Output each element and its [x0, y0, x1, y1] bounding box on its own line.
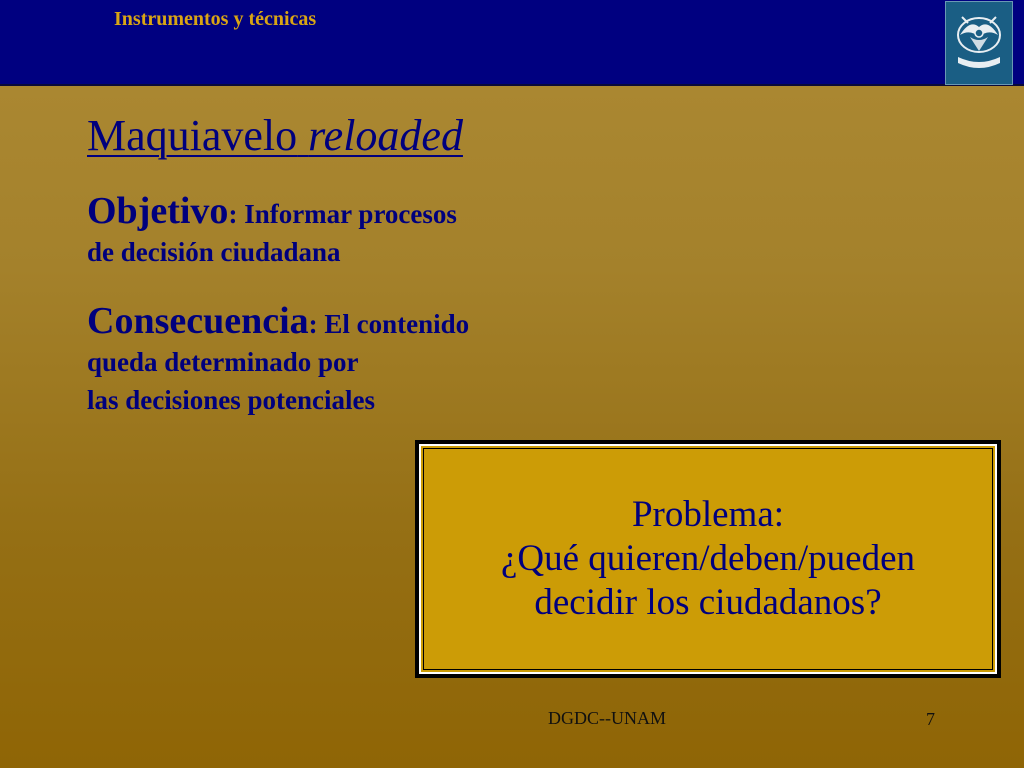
objetivo-line1: Informar procesos	[244, 199, 457, 229]
problema-box-inner	[419, 444, 997, 674]
consecuencia-line2: queda determinado por	[87, 347, 359, 377]
header-title: Instrumentos y técnicas	[114, 8, 317, 30]
slide-title	[87, 110, 463, 161]
footer-center: DGDC--UNAM	[548, 708, 666, 728]
objetivo-label: Objetivo	[87, 190, 229, 232]
slide-header	[0, 0, 1024, 86]
problema-line2: ¿Qué quieren/deben/pueden	[500, 538, 915, 579]
objetivo-colon: :	[228, 199, 245, 229]
unam-shield-icon	[945, 1, 1013, 85]
title-main: Maquiavelo	[87, 111, 298, 160]
consecuencia-label: Consecuencia	[87, 300, 309, 342]
objetivo-paragraph	[87, 192, 587, 271]
problema-line1: Problema:	[631, 494, 785, 535]
consecuencia-paragraph	[87, 302, 607, 419]
objetivo-line2: de decisión ciudadana	[87, 237, 341, 267]
problema-line3: decidir los ciudadanos?	[534, 582, 882, 623]
consecuencia-line1: El contenido	[324, 309, 470, 339]
consecuencia-line3: las decisiones potenciales	[87, 385, 375, 415]
page-number: 7	[926, 709, 935, 729]
consecuencia-colon: :	[308, 309, 325, 339]
title-italic: reloaded	[308, 111, 463, 160]
problema-box	[415, 440, 1001, 678]
